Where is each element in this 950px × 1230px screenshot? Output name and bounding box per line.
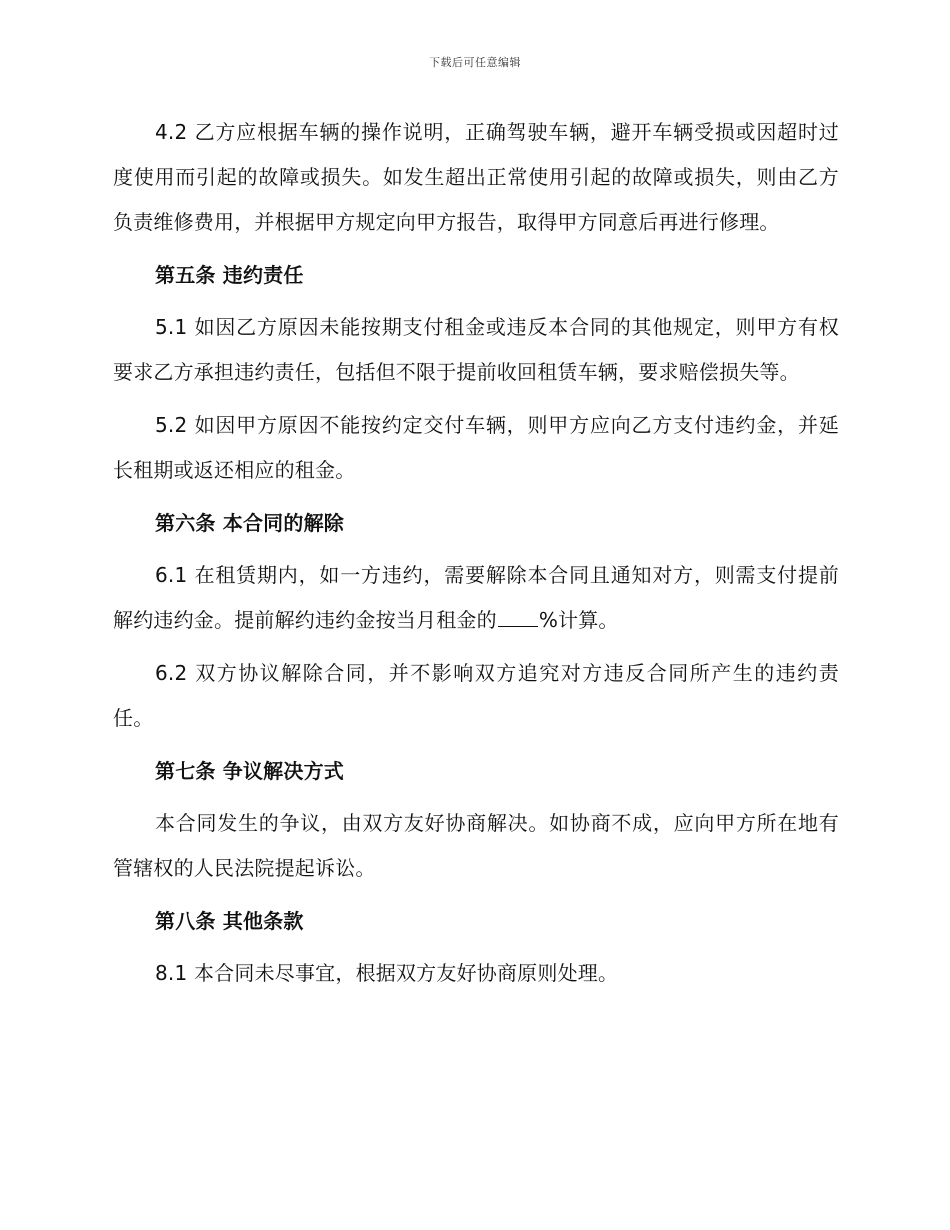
- clause-6-2: 6.2 双方协议解除合同，并不影响双方追究对方违反合同所产生的违约责任。: [113, 661, 839, 730]
- document-body: [113, 110, 839, 1004]
- clause-6-1-text-after: %计算。: [538, 608, 619, 632]
- clause-6-1: [113, 553, 839, 643]
- clause-5-2: 5.2 如因甲方原因不能按约定交付车辆，则甲方应向乙方支付违约金，并延长租期或返还相应的租金。: [113, 413, 839, 482]
- header-note: 下载后可任意编辑: [429, 56, 521, 69]
- article-5-heading: 第五条 违约责任: [155, 263, 304, 287]
- clause-5-1: 5.1 如因乙方原因未能按期支付租金或违反本合同的其他规定，则甲方有权要求乙方承担违约责任，包括但不限于提前收回租赁车辆，要求赔偿损失等。: [113, 315, 839, 384]
- percentage-blank: [498, 608, 538, 627]
- article-7-heading: 第七条 争议解决方式: [155, 759, 344, 783]
- clause-6-1-text-before: 6.1 在租赁期内，如一方违约，需要解除本合同且通知对方，则需支付提前解约违约金。提前解约违约金按当月租金的: [113, 563, 839, 632]
- clause-4-2: 4.2 乙方应根据车辆的操作说明，正确驾驶车辆，避开车辆受损或因超时过度使用而引起的故障或损失。如发生超出正常使用引起的故障或损失，则由乙方负责维修费用，并根据甲方规定向甲方报告，取得甲方同意后再进行修理。: [113, 120, 839, 234]
- article-8-heading: 第八条 其他条款: [155, 909, 304, 933]
- article-6-heading: 第六条 本合同的解除: [155, 511, 344, 535]
- clause-7-body: 本合同发生的争议，由双方友好协商解决。如协商不成，应向甲方所在地有管辖权的人民法院提起诉讼。: [113, 811, 839, 880]
- clause-8-1: 8.1 本合同未尽事宜，根据双方友好协商原则处理。: [155, 961, 619, 985]
